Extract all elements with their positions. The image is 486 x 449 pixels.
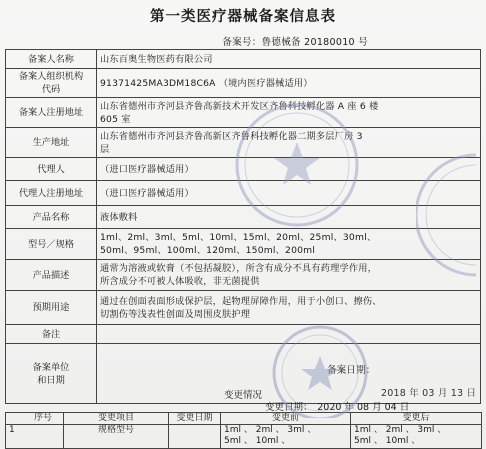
agent-address-value: （进口医疗器械适用） xyxy=(97,181,481,206)
org-code-label xyxy=(6,69,97,98)
registrant-name-label: 备案人名称 xyxy=(6,50,97,69)
table-row xyxy=(6,206,481,229)
change-date-header: 变更日期 xyxy=(169,413,221,425)
record-info-table xyxy=(5,49,481,404)
change-seq: 1 xyxy=(6,425,64,449)
record-date-label: 备案日期： xyxy=(327,365,376,376)
reg-address-label: 备案人注册地址 xyxy=(6,98,97,128)
model-spec-value xyxy=(97,229,481,260)
table-row xyxy=(6,181,481,206)
before-header: 变更前 xyxy=(221,413,351,425)
unit-date-label-line1: 备案单位 xyxy=(32,361,70,373)
reg-address-line1: 山东省德州市齐河县齐鲁高新技术开发区齐鲁科技孵化器 A 座 6 楼 xyxy=(100,100,379,112)
org-code-label-line1: 备案人组织机构 xyxy=(18,71,84,82)
intended-use-value xyxy=(97,291,481,325)
description-line2: 所含成分不可被人体吸收，非无菌提供 xyxy=(100,276,260,287)
change-header-row xyxy=(6,413,482,425)
change-date: 变更日期： 2020 年 08 月 04 日 xyxy=(265,402,410,413)
reg-address-value xyxy=(97,98,481,128)
description-label: 产品描述 xyxy=(6,260,97,291)
unit-date-label-line2: 和日期 xyxy=(37,374,65,386)
change-item: 规格型号 xyxy=(64,425,169,449)
reg-address-line2: 605 室 xyxy=(100,113,131,125)
item-header: 变更项目 xyxy=(64,413,169,425)
table-row xyxy=(6,98,481,128)
prod-address-line2: 层 xyxy=(100,143,110,155)
prod-address-line1: 山东省德州市齐河县齐鲁高新区齐鲁科技孵化器二期多层厂房 3 xyxy=(100,130,363,142)
change-before-line2: 5ml 、 10ml 、 xyxy=(224,436,291,446)
change-before-line1: 1ml 、 2ml 、 3ml 、 xyxy=(224,425,317,435)
seq-header: 序号 xyxy=(6,413,64,425)
table-row xyxy=(6,50,481,69)
table-row xyxy=(6,291,481,325)
product-name-value: 液体敷料 xyxy=(97,206,481,229)
change-date-cell xyxy=(169,425,221,449)
agent-label: 代理人 xyxy=(6,158,97,181)
change-after-line2: 5ml 、 10ml 、 xyxy=(354,436,421,446)
table-row xyxy=(6,260,481,291)
record-number: 备案号：鲁德械备 20180010 号 xyxy=(222,37,368,48)
change-section-title: 变更情况 xyxy=(223,390,262,401)
agent-value: （进口医疗器械适用） xyxy=(97,158,481,181)
table-row xyxy=(6,229,481,260)
intended-use-line1: 通过在创面表面形成保护层，起物理屏障作用，用于小创口、擦伤、 xyxy=(100,295,382,307)
table-row xyxy=(6,325,481,344)
table-row xyxy=(6,69,481,98)
change-before xyxy=(221,425,351,449)
after-header: 变更后 xyxy=(351,413,482,425)
description-value xyxy=(97,260,481,291)
model-spec-line2: 50ml、95ml、100ml、120ml、150ml、200ml xyxy=(100,245,316,256)
registrant-name-value: 山东百奥生物医药有限公司 xyxy=(97,50,481,69)
agent-address-label: 代理人注册地址 xyxy=(6,181,97,206)
change-row xyxy=(6,425,482,449)
org-code-value: 91371425MA3DM18C6A （境内医疗器械适用） xyxy=(97,69,481,98)
product-name-label: 产品名称 xyxy=(6,206,97,229)
intended-use-line2: 切割伤等浅表性创面及周围皮肤护理 xyxy=(100,308,251,320)
change-after-line1: 1ml 、 2ml 、 3ml 、 xyxy=(354,425,447,435)
remarks-value xyxy=(97,325,481,344)
remarks-label: 备注 xyxy=(6,325,97,344)
document-title: 第一类医疗器械备案信息表 xyxy=(150,9,336,25)
change-table xyxy=(5,412,482,449)
table-row xyxy=(6,158,481,181)
prod-address-value xyxy=(97,128,481,158)
record-date-stamp: 2018 年 03 月 13 日 xyxy=(381,388,477,399)
intended-use-label: 预期用途 xyxy=(6,291,97,325)
description-line1: 通常为溶液或软膏（不包括凝胶），所含有成分不具有药理学作用， xyxy=(100,263,378,274)
prod-address-label: 生产地址 xyxy=(6,128,97,158)
change-after xyxy=(351,425,482,449)
table-row xyxy=(6,128,481,158)
org-code-label-line2: 代码 xyxy=(41,84,61,95)
model-spec-label: 型号／规格 xyxy=(6,229,97,260)
model-spec-line1: 1ml、2ml、3ml、5ml、10ml、15ml、20ml、25ml、30ml、 xyxy=(100,232,377,243)
